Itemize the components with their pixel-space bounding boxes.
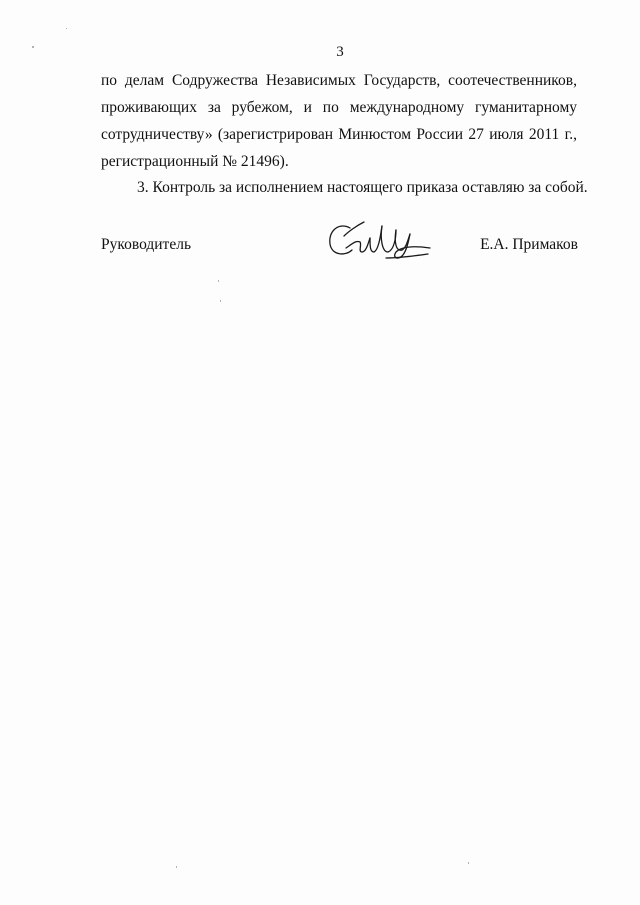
scan-speck <box>468 862 469 864</box>
text-line: проживающих за рубежом, и по международному гуманитарному <box>101 99 577 116</box>
scan-speck <box>176 866 177 868</box>
paragraph-continuation <box>101 67 577 175</box>
signatory-name: Е.А. Примаков <box>480 236 578 253</box>
scan-speck <box>220 300 221 302</box>
signatory-title: Руководитель <box>101 236 192 253</box>
handwritten-signature <box>326 218 432 264</box>
scan-speck <box>66 28 67 29</box>
paragraph-item-3: 3. Контроль за исполнением настоящего приказа оставляю за собой. <box>137 179 588 196</box>
scan-speck <box>218 280 219 282</box>
page-number: 3 <box>336 44 344 60</box>
text-line: сотрудничеству» (зарегистрирован Минюстом России 27 июля 2011 г., <box>101 126 577 143</box>
scan-speck <box>32 46 34 48</box>
text-line: по делам Содружества Независимых Государств, соотечественников, <box>101 72 577 89</box>
text-line: регистрационный № 21496). <box>101 153 289 170</box>
